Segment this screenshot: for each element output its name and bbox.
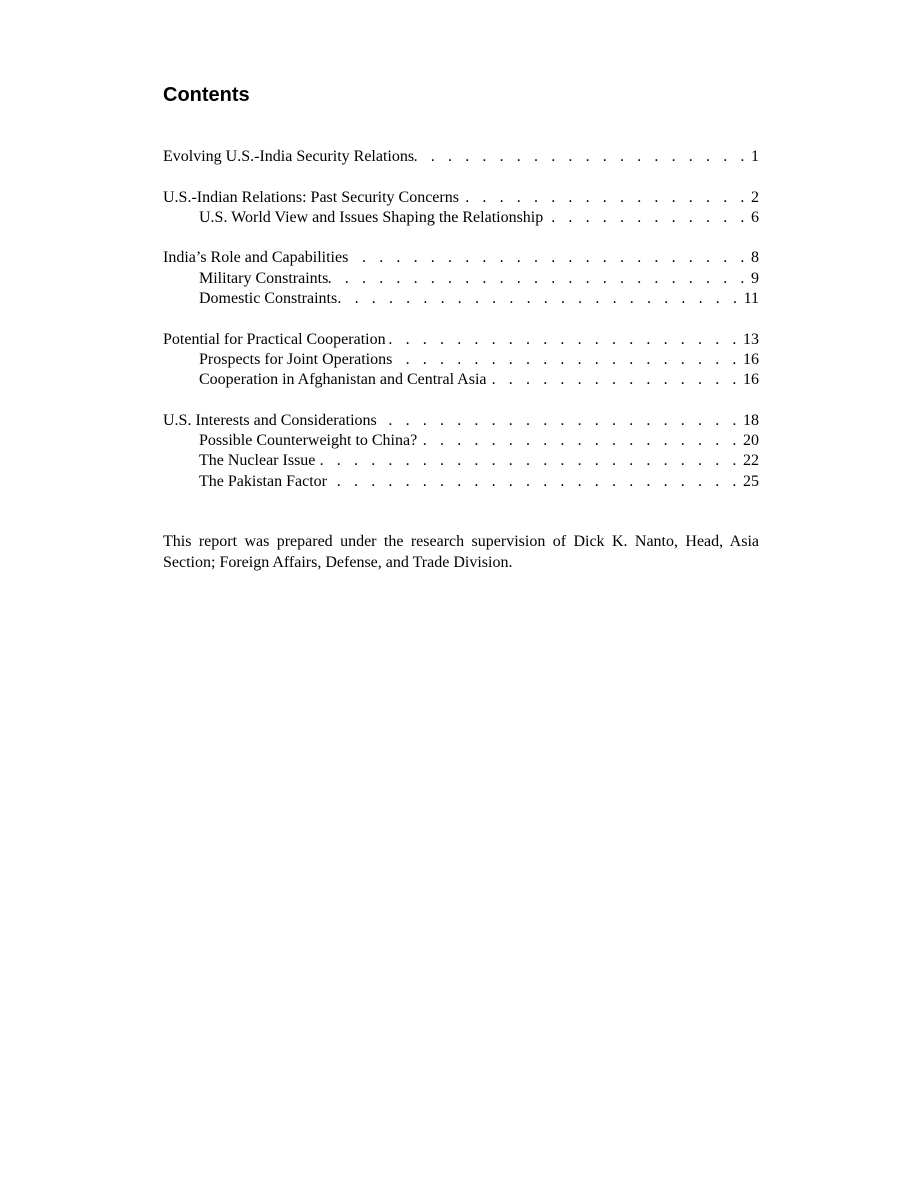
toc-subentry-title: Prospects for Joint Operations <box>199 350 393 368</box>
toc-subentry-page: 25 <box>743 472 759 490</box>
supervision-note: This report was prepared under the research supervision of Dick K. Nanto, Head, Asia Section; Foreign Affairs, Defense, and Trade Division. <box>163 533 759 571</box>
table-of-contents <box>163 147 759 512</box>
toc-entry[interactable] <box>163 411 759 431</box>
toc-section-2 <box>163 188 759 229</box>
toc-subentry-title: The Nuclear Issue <box>199 452 316 470</box>
toc-subentry-title: Cooperation in Afghanistan and Central Asia <box>199 371 487 389</box>
dot-leader <box>377 411 743 431</box>
toc-subentry-page: 22 <box>743 452 759 470</box>
dot-leader <box>543 208 751 228</box>
toc-subentry-title: The Pakistan Factor <box>199 472 327 490</box>
toc-subentry[interactable] <box>163 350 759 370</box>
toc-subentry-title: Domestic Constraints <box>199 290 338 308</box>
toc-subentry-title: U.S. World View and Issues Shaping the Relationship <box>199 208 544 226</box>
toc-section-3 <box>163 248 759 309</box>
dot-leader <box>487 370 744 390</box>
dot-leader <box>337 289 743 309</box>
toc-subentry-page: 9 <box>751 269 759 287</box>
toc-entry-title: U.S.-Indian Relations: Past Security Concerns <box>163 188 459 206</box>
toc-section-5 <box>163 411 759 492</box>
toc-entry[interactable] <box>163 188 759 208</box>
page-title: Contents <box>163 84 250 106</box>
toc-entry[interactable] <box>163 330 759 350</box>
toc-entry-page: 18 <box>743 411 759 429</box>
toc-subentry-page: 20 <box>743 432 759 450</box>
toc-entry[interactable] <box>163 147 759 167</box>
dot-leader <box>392 350 743 370</box>
toc-entry-title: Evolving U.S.-India Security Relations <box>163 148 415 165</box>
toc-subentry-title: Possible Counterweight to China? <box>199 432 418 450</box>
toc-entry-title: India’s Role and Capabilities <box>163 249 349 267</box>
toc-subentry[interactable] <box>163 289 759 309</box>
toc-entry-page: 2 <box>751 188 759 206</box>
toc-section-1 <box>163 147 759 167</box>
toc-entry[interactable] <box>163 248 759 268</box>
dot-leader <box>328 269 751 289</box>
dot-leader <box>348 248 751 268</box>
toc-subentry[interactable] <box>163 370 759 390</box>
toc-subentry[interactable] <box>163 269 759 289</box>
toc-entry-title: Potential for Practical Cooperation <box>163 330 386 348</box>
toc-section-4 <box>163 330 759 391</box>
dot-leader <box>459 188 751 208</box>
dot-leader <box>315 451 743 471</box>
dot-leader <box>414 147 751 167</box>
toc-subentry[interactable] <box>163 208 759 228</box>
toc-subentry[interactable] <box>163 451 759 471</box>
dot-leader <box>327 472 743 492</box>
toc-subentry-page: 16 <box>743 371 759 389</box>
toc-subentry-page: 6 <box>751 208 759 226</box>
toc-entry-page: 1 <box>751 148 759 165</box>
toc-subentry[interactable] <box>163 431 759 451</box>
toc-entry-page: 8 <box>751 249 759 267</box>
toc-entry-page: 13 <box>743 330 759 348</box>
toc-subentry[interactable] <box>163 472 759 492</box>
dot-leader <box>417 431 743 451</box>
toc-entry-title: U.S. Interests and Considerations <box>163 411 377 429</box>
toc-subentry-page: 11 <box>743 290 759 308</box>
toc-subentry-page: 16 <box>743 350 759 368</box>
toc-subentry-title: Military Constraints <box>199 269 329 287</box>
dot-leader <box>386 330 743 350</box>
